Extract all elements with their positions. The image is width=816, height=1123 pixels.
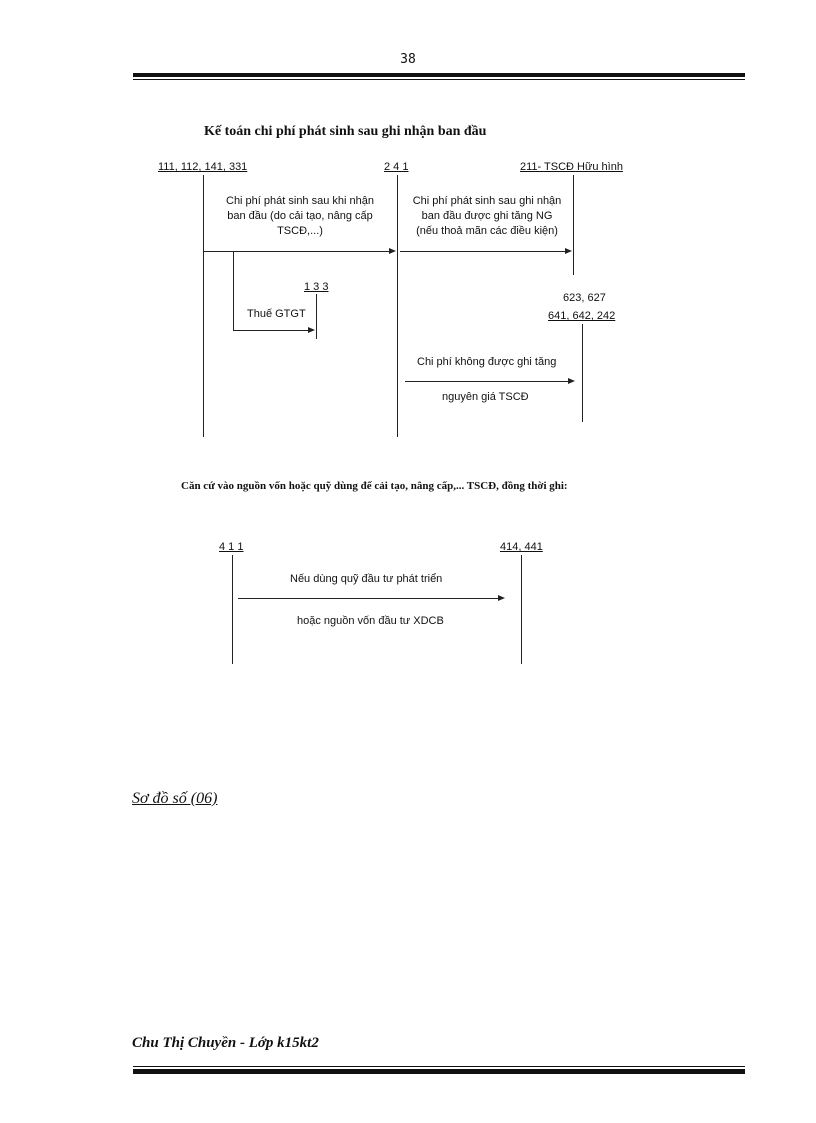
account-414-441: 414, 441	[500, 541, 543, 553]
t-line-623	[582, 324, 583, 422]
footer-author: Chu Thị Chuyền - Lớp k15kt2	[132, 1035, 319, 1051]
t-line-411	[232, 555, 233, 664]
note-not-capitalized-line1: Chi phí không được ghi tăng	[417, 356, 557, 368]
header-rule-thick	[133, 73, 745, 77]
t-line-111	[203, 175, 204, 437]
arrowhead-241	[389, 248, 396, 254]
arrowhead-211	[565, 248, 572, 254]
arrowhead-133	[308, 327, 315, 333]
account-211: 211- TSCĐ Hữu hình	[520, 161, 623, 173]
t-line-414	[521, 555, 522, 664]
footer-rule-thick	[133, 1069, 745, 1074]
arrow-241-to-211	[400, 251, 566, 252]
diagram-number-label: Sơ đồ số (06)	[132, 790, 218, 807]
account-623-627: 623, 627	[563, 292, 606, 304]
account-411: 4 1 1	[219, 541, 244, 553]
note-vat: Thuế GTGT	[247, 308, 306, 320]
diagram-title: Kế toán chi phí phát sinh sau ghi nhận ban đầu	[204, 124, 487, 139]
arrow-to-133	[233, 330, 309, 331]
arrowhead-414	[498, 595, 505, 601]
section-caption: Căn cứ vào nguồn vốn hoặc quỹ dùng để cải tạo, nâng cấp,... TSCĐ, đồng thời ghi:	[181, 480, 568, 492]
note-fund-line2: hoặc nguồn vốn đầu tư XDCB	[297, 615, 444, 627]
arrow-411-to-414	[238, 598, 499, 599]
account-133: 1 3 3	[304, 281, 329, 293]
note-not-capitalized-line2: nguyên giá TSCĐ	[442, 391, 529, 403]
note-subsequent-cost: Chi phí phát sinh sau khi nhận ban đầu (do cải tạo, nâng cấp TSCĐ,...)	[226, 195, 374, 237]
note-increase-cost: Chi phí phát sinh sau ghi nhận ban đầu được ghi tăng NG (nếu thoả mãn các điều kiện)	[412, 195, 562, 237]
arrow-241-to-623	[405, 381, 569, 382]
account-241: 2 4 1	[384, 161, 409, 173]
footer-rule-thin	[133, 1066, 745, 1067]
t-line-211	[573, 175, 574, 275]
header-rule-thin	[133, 79, 745, 80]
arrowhead-623	[568, 378, 575, 384]
account-641-642-242: 641, 642, 242	[548, 310, 616, 322]
page-number: 38	[400, 52, 416, 67]
t-line-241	[397, 175, 398, 437]
t-line-133	[316, 294, 317, 339]
note-fund-line1: Nếu dùng quỹ đầu tư phát triển	[290, 573, 443, 585]
account-111: 111, 112, 141, 331	[158, 161, 248, 173]
branch-line-vat	[233, 252, 234, 330]
arrow-111-to-241	[203, 251, 390, 252]
